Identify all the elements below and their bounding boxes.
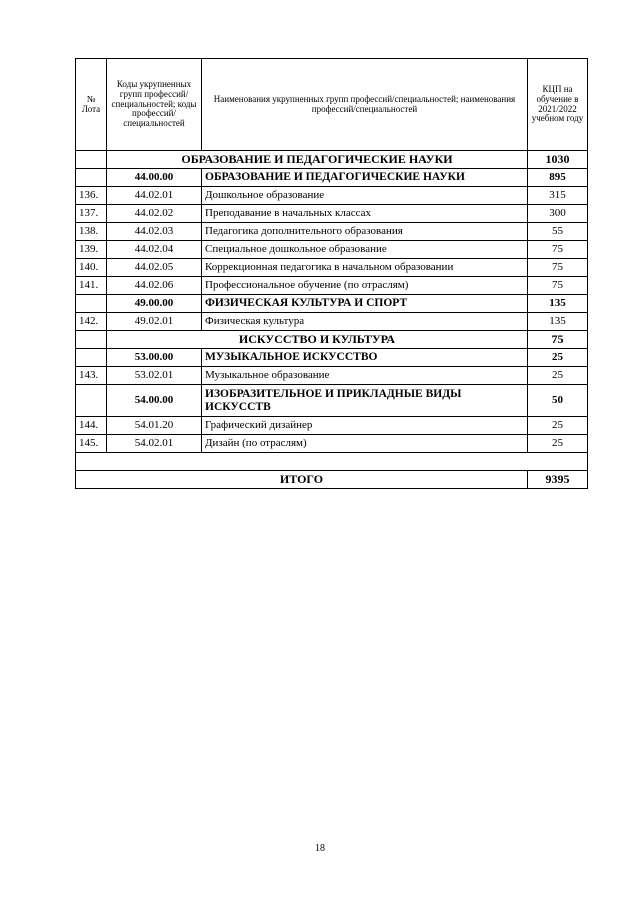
group-name: ОБРАЗОВАНИЕ И ПЕДАГОГИЧЕСКИЕ НАУКИ [202,169,528,187]
specialty-code: 44.02.06 [107,277,202,295]
specialty-name: Специальное дошкольное образование [202,241,528,259]
group-name: ФИЗИЧЕСКАЯ КУЛЬТУРА И СПОРТ [202,295,528,313]
section-title: ИСКУССТВО И КУЛЬТУРА [107,331,528,349]
group-kcp: 895 [528,169,588,187]
group-name: ИЗОБРАЗИТЕЛЬНОЕ И ПРИКЛАДНЫЕ ВИДЫ ИСКУССТВ [202,385,528,417]
table-row [76,205,588,223]
empty-cell [76,385,107,417]
kcp-value: 75 [528,241,588,259]
group-code: 44.00.00 [107,169,202,187]
empty-cell [76,331,107,349]
total-title: ИТОГО [76,471,528,489]
group-kcp: 25 [528,349,588,367]
empty-cell [76,453,588,471]
section-kcp: 1030 [528,151,588,169]
empty-cell [76,349,107,367]
empty-row [76,453,588,471]
page-number: 18 [315,843,325,854]
kcp-value: 25 [528,367,588,385]
specialty-code: 53.02.01 [107,367,202,385]
group-kcp: 135 [528,295,588,313]
specialty-code: 54.02.01 [107,435,202,453]
lot-number: 138. [76,223,107,241]
kcp-value: 55 [528,223,588,241]
kcp-value: 25 [528,435,588,453]
group-row-53 [76,349,588,367]
lot-number: 144. [76,417,107,435]
specialty-name: Физическая культура [202,313,528,331]
table-row [76,277,588,295]
lot-number: 136. [76,187,107,205]
specialty-name: Преподавание в начальных классах [202,205,528,223]
total-row [76,471,588,489]
specialty-name: Педагогика дополнительного образования [202,223,528,241]
table-row [76,367,588,385]
section-row-arts [76,331,588,349]
specialty-name: Дошкольное образование [202,187,528,205]
group-code: 49.00.00 [107,295,202,313]
section-kcp: 75 [528,331,588,349]
header-kcp: КЦП на обучение в 2021/2022 учебном году [528,59,588,151]
group-code: 53.00.00 [107,349,202,367]
specialty-name: Музыкальное образование [202,367,528,385]
lot-number: 145. [76,435,107,453]
empty-cell [76,169,107,187]
specialty-code: 44.02.02 [107,205,202,223]
header-names: Наименования укрупненных групп профессий/специальностей; наименования профессий/специальностей [202,59,528,151]
specialty-code: 54.01.20 [107,417,202,435]
group-code: 54.00.00 [107,385,202,417]
group-row-54 [76,385,588,417]
specialty-name: Профессиональное обучение (по отраслям) [202,277,528,295]
group-name: МУЗЫКАЛЬНОЕ ИСКУССТВО [202,349,528,367]
table-row [76,417,588,435]
kcp-value: 135 [528,313,588,331]
specialty-code: 44.02.03 [107,223,202,241]
kcp-value: 75 [528,259,588,277]
table-row [76,435,588,453]
kcp-value: 25 [528,417,588,435]
lot-number: 139. [76,241,107,259]
specialty-name: Графический дизайнер [202,417,528,435]
group-kcp: 50 [528,385,588,417]
group-row-44 [76,169,588,187]
table-row [76,259,588,277]
section-row-education [76,151,588,169]
table-row [76,223,588,241]
empty-cell [76,295,107,313]
specialty-code: 49.02.01 [107,313,202,331]
lot-number: 137. [76,205,107,223]
lot-number: 142. [76,313,107,331]
table-header-row [76,59,588,151]
lot-number: 141. [76,277,107,295]
header-lot-number: № Лота [76,59,107,151]
empty-cell [76,151,107,169]
lot-number: 140. [76,259,107,277]
kcp-table [75,58,588,489]
specialty-code: 44.02.01 [107,187,202,205]
table-row [76,241,588,259]
table-row [76,313,588,331]
table-row [76,187,588,205]
kcp-value: 75 [528,277,588,295]
total-kcp: 9395 [528,471,588,489]
specialty-name: Коррекционная педагогика в начальном образовании [202,259,528,277]
kcp-value: 300 [528,205,588,223]
lot-number: 143. [76,367,107,385]
specialty-code: 44.02.05 [107,259,202,277]
header-codes: Коды укрупненных групп профессий/ специальностей; коды профессий/ специальностей [107,59,202,151]
group-row-49 [76,295,588,313]
section-title: ОБРАЗОВАНИЕ И ПЕДАГОГИЧЕСКИЕ НАУКИ [107,151,528,169]
specialty-name: Дизайн (по отраслям) [202,435,528,453]
specialty-code: 44.02.04 [107,241,202,259]
kcp-value: 315 [528,187,588,205]
